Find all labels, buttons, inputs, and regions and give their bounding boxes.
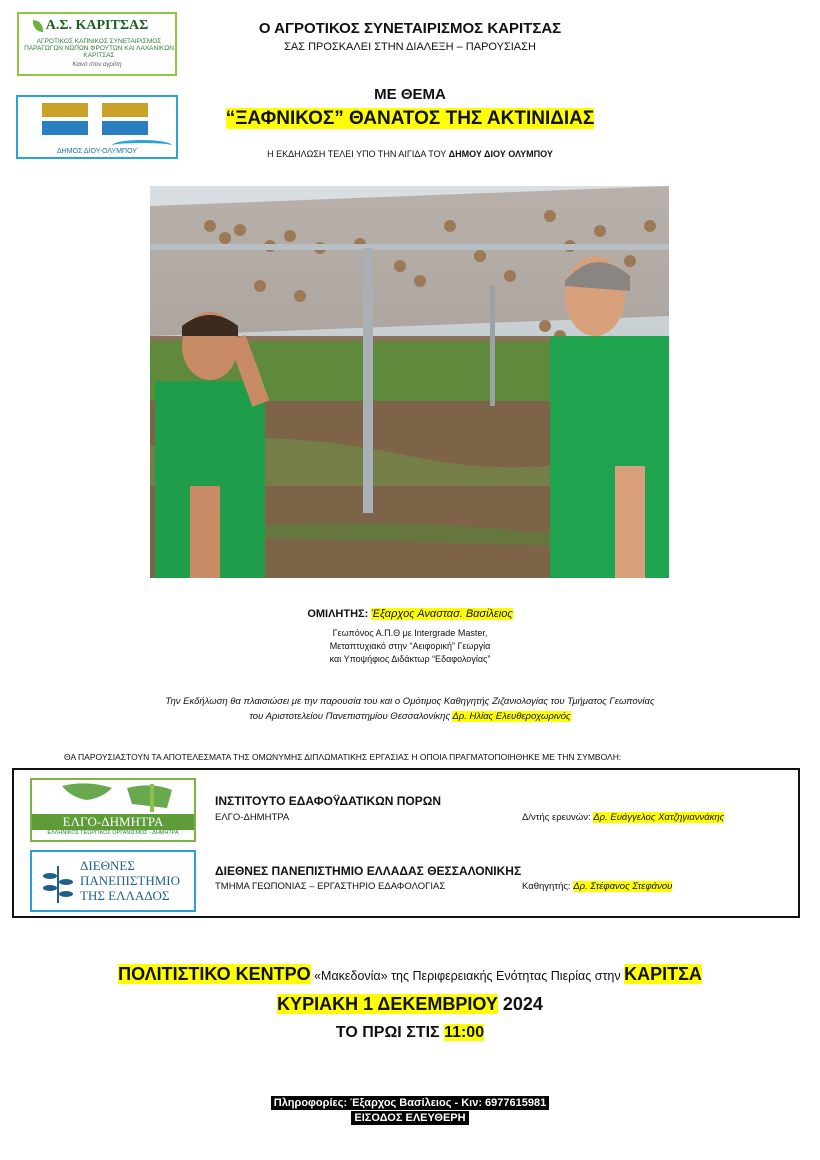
organizer-title: Ο ΑΓΡΟΤΙΚΟΣ ΣΥΝΕΤΑΙΡΙΣΜΟΣ ΚΑΡΙΤΣΑΣ [258,20,562,37]
institution-1-person: Δρ. Ευάγγελος Χατζηγιαννάκης [593,812,725,823]
guest-line-2-prefix: του Αριστοτελείου Πανεπιστημίου Θεσσαλονίκης [249,711,453,722]
free-entry: ΕΙΣΟΔΟΣ ΕΛΕΥΘΕΡΗ [351,1111,468,1125]
speaker-credential-3: και Υποψήφιος Διδάκτωρ “Εδαφολογίας” [329,654,491,664]
guest-line-2 [0,709,820,724]
institution-2-person: Δρ. Στέφανος Στεφάνου [573,881,673,892]
presentation-note: ΘΑ ΠΑΡΟΥΣΙΑΣΤΟΥΝ ΤΑ ΑΠΟΤΕΛΕΣΜΑΤΑ ΤΗΣ ΟΜΩΝΥΜΗΣ ΔΙΠΛΩΜΑΤΙΚΗΣ ΕΡΓΑΣΙΑΣ Η ΟΠΟΙΑ ΠΡΑΓΜΑΤΟΠΟΙΗΘΗΚΕ ΜΕ ΤΗΝ ΣΥΜΒΟΛΗ: [64,752,622,762]
free-entry-row [0,1112,820,1124]
ihu-logo-line-3: ΤΗΣ ΕΛΛΑΔΟΣ [80,888,170,903]
event-time-value: 11:00 [444,1024,485,1041]
speaker-label: ΟΜΙΛΗΤΗΣ: [307,608,369,620]
institution-1-sub: ΕΛΓΟ-ΔΗΜΗΤΡΑ [215,812,290,823]
venue-place: ΠΟΛΙΤΙΣΤΙΚΟ ΚΕΝΤΡΟ [118,964,311,984]
cooperative-logo-subtitle: ΑΓΡΟΤΙΚΟΣ ΚΑΠΝΙΚΟΣ ΣΥΝΕΤΑΙΡΙΣΜΟΣ ΠΑΡΑΓΩΓΩΝ ΝΩΠΩΝ ΦΡΟΥΤΩΝ ΚΑΙ ΛΑΧΑΝΙΚΩΝ ΚΑΡΙΤΣΑΣ [24,38,174,59]
footer-info [0,1097,820,1124]
cooperative-logo-name: Α.Σ. ΚΑΡΙΤΣΑΣ [45,18,149,33]
elgo-logo-subtitle: ΕΛΛΗΝΙΚΟΣ ΓΕΩΡΓΙΚΟΣ ΟΡΓΑΝΙΣΜΟΣ - ΔΗΜΗΤΡΑ [47,830,179,836]
event-date-text: ΚΥΡΙΑΚΗ 1 ΔΕΚΕΜΒΡΙΟΥ [277,994,498,1014]
ihu-logo [30,850,196,912]
institution-2-role [522,881,672,892]
venue-town: ΚΑΡΙΤΣΑ [624,964,702,984]
speaker-credentials [0,627,820,666]
guest-name: Δρ. Ηλίας Ελευθεροχωρινός [452,711,571,722]
municipality-logo-text: ΔΗΜΟΣ ΔΙΟΥ-ΟΛΥΜΠΟΥ [56,148,137,155]
cooperative-logo-tagline: Καινό στον αγρότη [72,62,122,68]
contact-info: Πληροφορίες: Έξαρχος Βασίλειος - Κιν: 6977615981 [271,1096,549,1110]
venue-description: «Μακεδονία» της Περιφερειακής Ενότητας Πιερίας στην [310,969,625,983]
event-time [0,1024,820,1042]
speaker-name: Έξαρχος Αναστασ. Βασίλειος [371,608,513,620]
kiwi-orchard-photo [150,186,669,578]
event-time-prefix: ΤΟ ΠΡΩΙ ΣΤΙΣ [335,1024,445,1041]
institution-1-name: ΙΝΣΤΙΤΟΥΤΟ ΕΔΑΦΟΫΔΑΤΙΚΩΝ ΠΟΡΩΝ [215,794,442,808]
institution-2-name: ΔΙΕΘΝΕΣ ΠΑΝΕΠΙΣΤΗΜΙΟ ΕΛΛΑΔΑΣ ΘΕΣΣΑΛΟΝΙΚΗΣ [215,864,522,878]
speaker-credential-2: Μεταπτυχιακό στην “Αειφορική” Γεωργία [329,641,491,651]
olive-branch-icon [38,858,78,908]
guest-paragraph [0,694,820,724]
speaker-credential-1: Γεωπόνος Α.Π.Θ με Intergrade Master, [332,628,488,638]
speaker-line [0,608,820,620]
aegis-municipality: ΔΗΜΟΥ ΔΙΟΥ ΟΛΥΜΠΟΥ [448,149,553,159]
orchard-image [150,186,669,578]
ihu-logo-line-2: ΠΑΝΕΠΙΣΤΗΜΙΟ [80,873,180,888]
event-date [0,994,820,1015]
aegis-line [0,149,820,159]
invite-line: ΣΑΣ ΠΡΟΣΚΑΛΕΙ ΣΤΗΝ ΔΙΑΛΕΞΗ – ΠΑΡΟΥΣΙΑΣΗ [284,41,536,53]
institution-2-sub: ΤΜΗΜΑ ΓΕΩΠΟΝΙΑΣ – ΕΡΓΑΣΤΗΡΙΟ ΕΔΑΦΟΛΟΓΙΑΣ [215,881,446,892]
institution-1-role-label: Δ/ντής ερευνών: [522,812,591,823]
contact-info-row [0,1097,820,1109]
theme-label: ΜΕ ΘΕΜΑ [374,86,446,103]
event-title [0,108,820,130]
aegis-prefix: Η ΕΚΔΗΛΩΣΗ ΤΕΛΕΙ ΥΠΟ ΤΗΝ ΑΙΓΙΔΑ ΤΟΥ [267,149,449,159]
ihu-logo-text [80,858,180,903]
elgo-logo [30,778,196,842]
elgo-logo-name: ΕΛΓΟ-ΔΗΜΗΤΡΑ [32,814,194,830]
institution-2-role-label: Καθηγητής: [522,881,571,892]
institution-1-role [522,812,724,823]
venue-line [0,964,820,985]
event-year: 2024 [497,994,543,1014]
guest-line-1: Την Εκδήλωση θα πλαισιώσει με την παρουσία του και ο Ομότιμος Καθηγητής Ζιζανιολογίας του Τμήματος Γεωπονίας [165,696,655,707]
institutions-box [12,768,800,918]
ihu-logo-line-1: ΔΙΕΘΝΕΣ [80,858,135,873]
event-title-text: “ΞΑΦΝΙΚΟΣ” ΘΑΝΑΤΟΣ ΤΗΣ ΑΚΤΙΝΙΔΙΑΣ [225,108,595,129]
